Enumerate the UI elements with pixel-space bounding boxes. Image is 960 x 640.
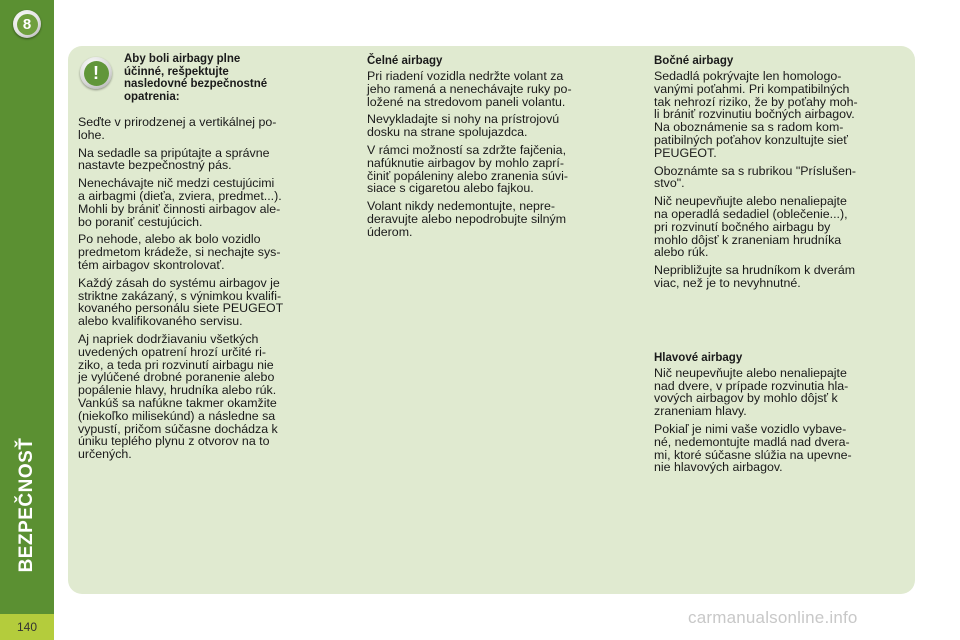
paragraph: Nevykladajte si nohy na prístrojovú dosku na strane spolujazdca. [367,112,560,140]
section-spacer [654,295,908,351]
chapter-title: BEZPEČNOSŤ [16,437,37,573]
paragraph: V rámci možností sa zdržte fajčenia, nafúknutie airbagov by mohlo zaprí- činiť popáleniny alebo zranenia súvi- siace s cigaretou alebo fajkou. [367,142,568,196]
section-title-front-airbags: Čelné airbagy [367,55,443,67]
paragraph: Každý zásah do systému airbagov je striktne zakázaný, s výnimkou kvalifi- kovaného personálu siete PEUGEOT alebo kvalifikovaného servisu. [78,275,284,329]
warning-header [78,54,326,112]
chapter-number: 8 [17,14,38,35]
chapter-number-badge [13,10,41,38]
paragraph: Po nehode, alebo ak bolo vozidlo predmetom krádeže, si nechajte sys- tém airbagov skontrolovať. [78,232,281,272]
paragraph: Volant nikdy nedemontujte, nepre- deravujte alebo nepodrobujte silným úderom. [367,199,567,239]
chapter-sidebar [0,0,54,640]
watermark: carmanualsonline.info [688,608,858,627]
paragraph: Na sedadle sa pripútajte a správne nastavte bezpečnostný pás. [78,145,270,173]
section-title-head-airbags: Hlavové airbagy [654,351,743,364]
paragraph: Pri riadení vozidla nedržte volant za jeho ramená a nenechávajte ruky po- ložené na stredovom paneli volantu. [367,69,572,109]
paragraph: Aj napriek dodržiavaniu všetkých uvedených opatrení hrozí určité ri- ziko, a teda pri rozvinutí airbagu nie je vylúčené drobné poranenie alebo popálenie hlavy, hrudníka alebo rúk. Vankúš sa nafúkne takmer okamžite (niekoľko milisekúnd) a následne sa vypustí, pričom súčasne dochádza k úniku teplého plynu z otvorov na to určených. [78,331,278,462]
section-title-side-airbags: Bočné airbagy [654,55,734,67]
column-side-head-airbags [654,54,908,479]
paragraph: Seďte v prirodzenej a vertikálnej po- lohe. [78,115,277,142]
paragraph: Nepribližujte sa hrudníkom k dverám viac, než je to nevyhnutné. [654,263,856,290]
page-number: 140 [0,614,54,640]
paragraph: Pokiaľ je nimi vaše vozidlo vybave- né, nedemontujte madlá nad dvera- mi, ktoré súčasne slúžia na upevne- nie hlavových airbagov. [654,421,852,475]
column-front-airbags [367,54,617,244]
exclamation-icon: ! [80,57,112,89]
paragraph: Nič neupevňujte alebo nenaliepajte na operadlá sedadiel (oblečenie...), pri rozvinutí bočného airbagu by mohlo dôjsť k zraneniam hrudníka alebo rúk. [654,194,848,260]
paragraph: Sedadlá pokrývajte len homologo- vanými poťahmi. Pri kompatibilných tak nehrozí riziko, že by poťahy moh- li brániť rozvinutiu bočných airbagov. Na oboznámenie sa s radom kom- patibilných poťahov konzultujte sieť PEUGEOT. [654,69,858,160]
warning-title: Aby boli airbagy plne účinné, rešpektujte nasledovné bezpečnostné opatrenia: [124,53,268,103]
paragraph: Nič neupevňujte alebo nenaliepajte nad dvere, v prípade rozvinutia hla- vových airbagov by mohlo dôjsť k zraneniam hlavy. [654,365,849,419]
content-panel [68,46,915,594]
paragraph: Oboznámte sa s rubrikou "Príslušen- stvo". [654,163,857,191]
paragraph: Nenechávajte nič medzi cestujúcimi a airbagmi (dieťa, zviera, predmet...). Mohli by brániť činnosti airbagov ale- bo poraniť cestujúcich. [78,176,282,229]
column-safety-precautions [78,54,326,466]
